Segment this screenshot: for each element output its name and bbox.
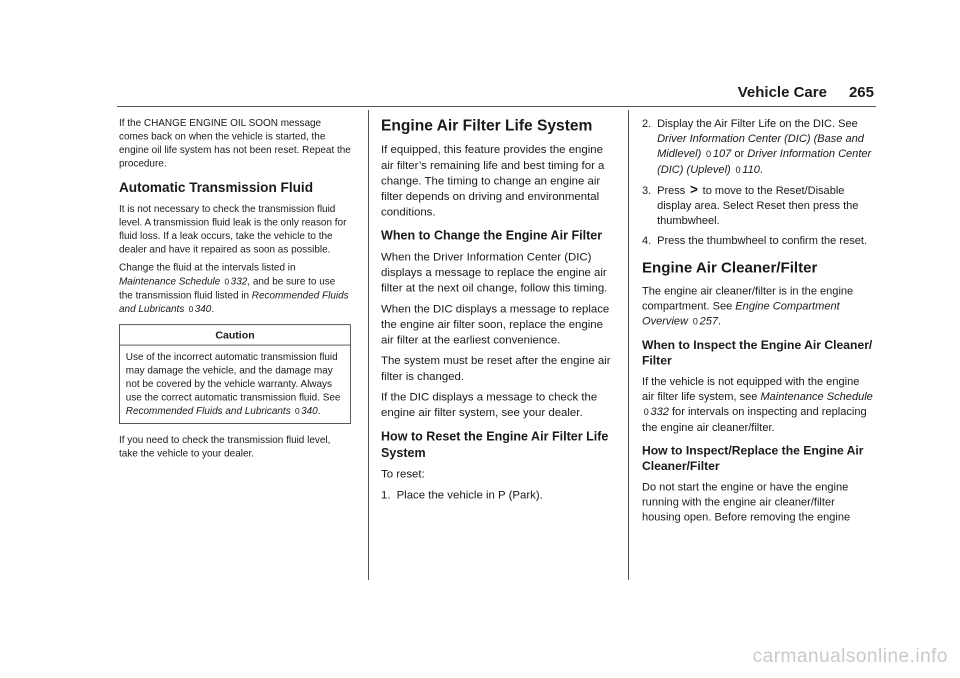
cross-reference-link[interactable]: Driver Information Center (DIC) (Base and Midlevel) [657,131,864,160]
cross-reference-link[interactable]: Recommended Fluids and Lubricants [119,289,349,315]
text: If the vehicle is not equipped with the engine air filter life system, see [642,374,860,403]
column-3 [642,116,874,530]
section-heading: Engine Air Cleaner/Filter [642,259,818,276]
text: Change the fluid at the intervals listed in [119,261,296,273]
column-2 [381,116,613,508]
text: Use of the incorrect automatic transmission fluid may damage the vehicle, and the damage may not be covered by the vehicle warranty. Always use the correct automatic transmission fluid. See [125,350,341,403]
list-item [381,487,613,503]
list-item [642,183,874,228]
ref-arrow-icon: 0 [224,277,230,287]
text: , and be sure to use the transmission fluid listed in [119,275,336,301]
ref-page-number[interactable]: 332 [650,404,669,418]
subsection-heading: When to Inspect the Engine Air Cleaner/ Filter [642,338,873,369]
cross-reference-link[interactable]: Maintenance Schedule [119,275,221,287]
header-rule [117,106,876,107]
cross-reference-link[interactable]: Maintenance Schedule [760,389,873,403]
cross-reference-link[interactable]: Engine Compartment Overview [642,299,840,328]
ref-arrow-icon: 0 [692,316,698,328]
step-text: Press the thumbwheel to confirm the reset. [657,234,868,247]
step-text: Press [657,183,686,197]
paragraph [642,283,874,329]
subsection-heading: How to Reset the Engine Air Filter Life System [381,429,609,461]
ref-arrow-icon: 0 [294,407,300,417]
column-divider [368,110,369,580]
ref-page-number[interactable]: 340 [194,303,212,315]
text: for intervals on inspecting and replacing the engine air cleaner/filter. [642,404,867,434]
paragraph: It is not necessary to check the transmission fluid level. A transmission fluid leak is the only reason for fluid loss. If a leak occurs, take the vehicle to the dealer and have it repaired as soon as possible. [119,202,347,255]
caution-box [119,324,351,424]
subsection-heading: When to Change the Engine Air Filter [381,229,603,244]
steps-list [642,116,874,248]
subsection-heading: How to Inspect/Replace the Engine Air Cleaner/Filter [642,444,864,474]
paragraph: The system must be reset after the engine air filter is changed. [381,353,611,383]
ref-page-number[interactable]: 257 [699,314,719,328]
step-text: Place the vehicle in P (Park). [396,487,543,501]
caution-body [120,345,350,423]
ref-arrow-icon: 0 [643,407,649,418]
section-title: Vehicle Care [737,84,827,101]
paragraph: To reset: [381,467,425,481]
ref-page-number[interactable]: 340 [301,405,318,417]
ref-page-number[interactable]: 332 [230,275,248,287]
step-number: 4. [642,234,652,247]
paragraph: When the Driver Information Center (DIC) displays a message to replace the engine air filter at the next oil change, follow this timing. [381,250,608,295]
list-item [642,233,874,248]
watermark: carmanualsonline.info [752,646,948,667]
text: . [317,405,321,417]
paragraph: If the DIC displays a message to check the engine air filter system, see your dealer. [381,390,598,419]
step-number: 3. [642,183,652,197]
step-text: Display the Air Filter Life on the DIC. See [657,116,858,130]
ref-arrow-icon: 0 [188,305,194,315]
section-heading: Engine Air Filter Life System [381,116,593,135]
text: The engine air cleaner/filter is in the engine compartment. See [642,284,854,312]
paragraph: Do not start the engine or have the engine running with the engine air cleaner/filter housing open. Before removing the engine [642,480,851,524]
paragraph [119,261,351,317]
text: . [718,314,722,328]
column-divider [628,110,629,580]
page-header [738,84,874,101]
ref-page-number[interactable]: 107 [712,146,732,160]
paragraph: If you need to check the transmission fluid level, take the vehicle to your dealer. [119,433,331,459]
paragraph: If equipped, this feature provides the engine air filter’s remaining life and best timing for a change. The timing to change an engine air filter depends on driving and environmental conditions. [381,142,605,219]
steps-list [381,487,613,503]
text: . [759,162,763,176]
list-item [642,116,874,178]
paragraph: When the DIC displays a message to replace the engine air filter soon, replace the engine air filter at the earliest convenience. [381,301,610,347]
cross-reference-link[interactable]: Recommended Fluids and Lubricants [125,405,291,417]
step-text: to move to the Reset/Disable display area. Select Reset then press the thumbwheel. [657,183,859,227]
paragraph: If the CHANGE ENGINE OIL SOON message comes back on when the vehicle is started, the engine oil life system has not been reset. Repeat the procedure. [119,116,351,169]
section-heading: Automatic Transmission Fluid [119,180,314,196]
ref-arrow-icon: 0 [735,165,741,176]
text: or [734,146,745,160]
step-number: 2. [642,116,652,130]
text: . [211,303,215,315]
cross-reference-link[interactable]: Driver Information Center (DIC) (Uplevel) [657,146,872,176]
step-number: 1. [381,487,391,501]
paragraph [642,374,874,435]
page-number: 265 [848,84,874,101]
right-arrow-icon: > [690,182,698,198]
caution-title: Caution [120,325,350,345]
ref-page-number[interactable]: 110 [742,162,760,176]
ref-arrow-icon: 0 [706,149,712,160]
column-1 [119,116,351,465]
